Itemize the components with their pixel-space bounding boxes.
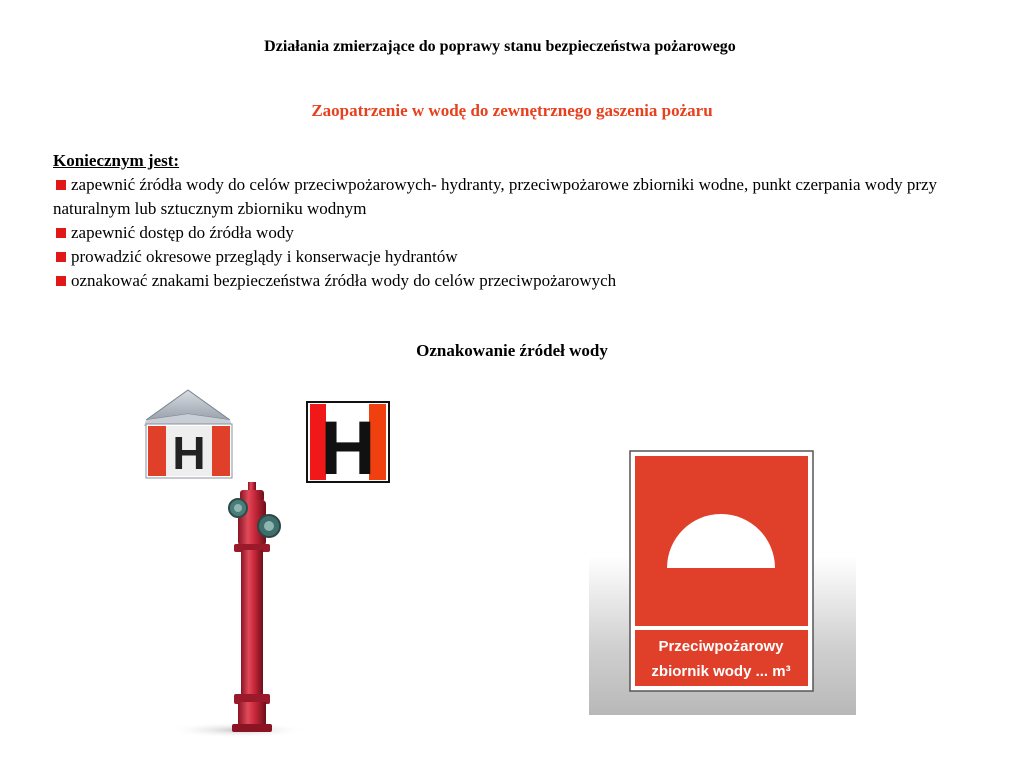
bullet-square-icon	[56, 180, 66, 190]
bullet-square-icon	[56, 276, 66, 286]
fire-hydrant-image	[168, 480, 318, 742]
hydrant-marker-sign-image	[138, 384, 238, 482]
list-item-text: zapewnić źródła wody do celów przeciwpożarowych- hydranty, przeciwpożarowe zbiorniki wodne, punkt czerpania wody przy naturalnym lub sztucznym zbiorniku wodnym	[53, 175, 938, 218]
hydrant-sign-letter: H	[172, 427, 206, 479]
list-item-text: prowadzić okresowe przeglądy i konserwacje hydrantów	[71, 247, 458, 266]
water-tank-sign-image	[629, 450, 814, 692]
requirements-block	[53, 149, 953, 293]
marking-section-title: Oznakowanie źródeł wody	[416, 341, 608, 360]
list-item	[53, 269, 953, 293]
flat-sign-letter: H	[320, 406, 376, 486]
list-item	[53, 173, 953, 221]
hydrant-flat-sign-image	[305, 400, 391, 486]
list-item-text: oznakować znakami bezpieczeństwa źródła wody do celów przeciwpożarowych	[71, 271, 617, 290]
bullet-square-icon	[56, 252, 66, 262]
tank-sign-line1: Przeciwpożarowy	[658, 638, 784, 655]
list-item-text: zapewnić dostęp do źródła wody	[71, 223, 294, 242]
requirements-lead: Koniecznym jest:	[53, 151, 180, 170]
list-item	[53, 221, 953, 245]
page-title: Działania zmierzające do poprawy stanu bezpieczeństwa pożarowego	[264, 38, 736, 55]
list-item	[53, 245, 953, 269]
page-subtitle: Zaopatrzenie w wodę do zewnętrznego gaszenia pożaru	[311, 101, 713, 120]
tank-sign-line2: zbiornik wody ... m³	[651, 663, 791, 680]
bullet-square-icon	[56, 228, 66, 238]
